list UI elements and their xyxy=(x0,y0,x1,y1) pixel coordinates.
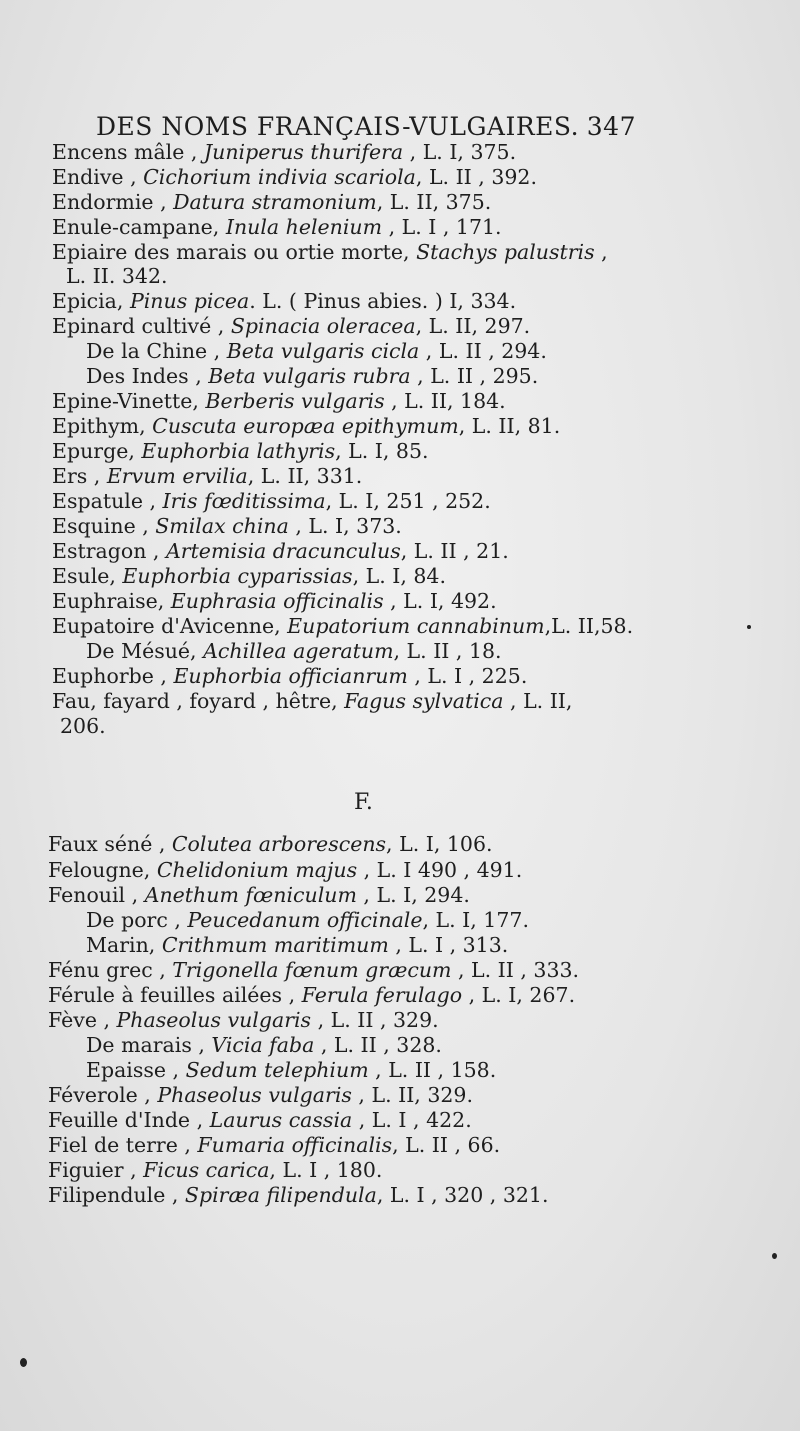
entry-line xyxy=(52,240,608,264)
reference: , L. II , 158. xyxy=(368,1058,497,1082)
reference: , L. I , 225. xyxy=(407,664,528,688)
reference: , L. II , 392. xyxy=(415,165,537,189)
reference: , L. I, 267. xyxy=(462,983,576,1007)
vernacular-name: Endormie , xyxy=(52,190,174,214)
vernacular-name: Enule-campane, xyxy=(52,215,226,239)
header-title: DES NOMS FRANÇAIS-VULGAIRES. xyxy=(96,112,580,141)
scientific-name: Fumaria officinalis xyxy=(197,1133,393,1157)
reference: , L. II, 297. xyxy=(415,314,531,338)
entry-line xyxy=(52,439,429,463)
scientific-name: Phaseolus vulgaris xyxy=(116,1008,312,1032)
scientific-name: Phaseolus vulgaris xyxy=(157,1083,352,1107)
reference: , L. II, 184. xyxy=(384,389,506,413)
scientific-name: Crithmum maritimum xyxy=(161,933,389,957)
entry-line xyxy=(52,489,491,513)
vernacular-name: Estragon , xyxy=(52,539,166,563)
entry-line xyxy=(60,714,106,738)
entry-line xyxy=(86,933,508,957)
reference: , L. I , 422. xyxy=(352,1108,472,1132)
vernacular-name: Esule, xyxy=(52,564,123,588)
entry-line xyxy=(86,1058,496,1082)
scientific-name: Juniperus thurifera xyxy=(203,140,404,164)
entry-line xyxy=(52,614,633,638)
vernacular-name: Epiaire des marais ou ortie morte, xyxy=(52,240,417,264)
vernacular-name: Férule à feuilles ailées , xyxy=(48,983,302,1007)
scientific-name: Beta vulgaris rubra xyxy=(208,364,411,388)
vernacular-name: Feuille d'Inde , xyxy=(48,1108,210,1132)
scientific-name: Colutea arborescens xyxy=(171,832,387,856)
vernacular-name: Faux séné , xyxy=(48,832,172,856)
vernacular-name: De porc , xyxy=(86,908,188,932)
scientific-name: Ervum ervilia xyxy=(106,464,248,488)
vernacular-name: De la Chine , xyxy=(86,339,227,363)
reference: . L. ( Pinus abies. ) I, 334. xyxy=(249,289,517,313)
reference: , L. II, 331. xyxy=(247,464,363,488)
entry-line xyxy=(86,639,502,663)
vernacular-name: Endive , xyxy=(52,165,144,189)
reference: , L. I 490 , 491. xyxy=(357,858,523,882)
scientific-name: Iris fœditissima xyxy=(162,489,326,513)
scientific-name: Achillea ageratum xyxy=(203,639,394,663)
reference: , L. II , 66. xyxy=(392,1133,501,1157)
reference: , L. I, 375. xyxy=(403,140,517,164)
reference: , L. II , 21. xyxy=(400,539,509,563)
scientific-name: Pinus picea xyxy=(129,289,250,313)
vernacular-name: De marais , xyxy=(86,1033,212,1057)
vernacular-name: Epinard cultivé , xyxy=(52,314,231,338)
vernacular-name: Encens mâle , xyxy=(52,140,204,164)
reference: , L. II , 328. xyxy=(314,1033,442,1057)
reference: , L. II, 329. xyxy=(351,1083,473,1107)
entry-line xyxy=(52,165,537,189)
entry-line xyxy=(48,832,493,856)
reference: , L. I, 84. xyxy=(352,564,446,588)
vernacular-name: Féverole , xyxy=(48,1083,158,1107)
scientific-name: Inula helenium xyxy=(225,215,383,239)
reference: , L. II, 81. xyxy=(458,414,561,438)
reference: , L. I , 171. xyxy=(382,215,502,239)
entry-line xyxy=(52,589,497,613)
vernacular-name: Ers , xyxy=(52,464,107,488)
scientific-name: Beta vulgaris cicla xyxy=(226,339,420,363)
scientific-name: Trigonella fœnum græcum xyxy=(172,958,452,982)
running-header xyxy=(96,112,636,141)
reference: , L. I, 251 , 252. xyxy=(325,489,491,513)
vernacular-name: Eupatoire d'Avicenne, xyxy=(52,614,288,638)
entry-line xyxy=(52,689,572,713)
scientific-name: Cuscuta europæa epithymum xyxy=(152,414,459,438)
scientific-name: Spinacia oleracea xyxy=(230,314,416,338)
entry-line xyxy=(66,264,168,288)
scientific-name: Euphorbia lathyris xyxy=(141,439,336,463)
entry-line xyxy=(48,1183,548,1207)
vernacular-name: Epicia, xyxy=(52,289,130,313)
scientific-name: Anethum fœniculum xyxy=(144,883,357,907)
scientific-name: Chelidonium majus xyxy=(156,858,358,882)
vernacular-name: Figuier , xyxy=(48,1158,144,1182)
vernacular-name: Fève , xyxy=(48,1008,117,1032)
entry-line xyxy=(48,1083,473,1107)
section-letter: F. xyxy=(354,790,373,815)
entry-line xyxy=(48,958,579,982)
scientific-name: Berberis vulgaris xyxy=(205,389,385,413)
scientific-name: Laurus cassia xyxy=(209,1108,353,1132)
vernacular-name: Fiel de terre , xyxy=(48,1133,198,1157)
vernacular-name: L. II. 342. xyxy=(66,264,168,288)
scientific-name: Artemisia dracunculus xyxy=(165,539,401,563)
page-number: 347 xyxy=(586,112,636,141)
ink-speck xyxy=(747,625,751,629)
entry-line xyxy=(48,1158,382,1182)
reference: , L. II , 294. xyxy=(419,339,547,363)
vernacular-name: De Mésué, xyxy=(86,639,204,663)
entry-line xyxy=(86,1033,442,1057)
reference: , xyxy=(594,240,608,264)
vernacular-name: Euphorbe , xyxy=(52,664,174,688)
scientific-name: Eupatorium cannabinum xyxy=(287,614,545,638)
vernacular-name: Fau, fayard , foyard , hêtre, xyxy=(52,689,345,713)
scientific-name: Euphorbia officianrum xyxy=(173,664,408,688)
entry-line xyxy=(48,1133,500,1157)
scientific-name: Cichorium indivia scariola xyxy=(143,165,416,189)
ink-speck xyxy=(20,1358,27,1367)
entry-line xyxy=(52,289,516,313)
vernacular-name: Epine-Vinette, xyxy=(52,389,206,413)
entry-line xyxy=(86,908,529,932)
entry-line xyxy=(86,339,547,363)
vernacular-name: Espatule , xyxy=(52,489,163,513)
entry-line xyxy=(52,539,509,563)
reference: , L. I , 320 , 321. xyxy=(376,1183,549,1207)
entry-line xyxy=(52,190,491,214)
vernacular-name: Felougne, xyxy=(48,858,157,882)
scientific-name: Stachys palustris xyxy=(416,240,595,264)
reference: , L. I, 492. xyxy=(383,589,497,613)
vernacular-name: Euphraise, xyxy=(52,589,171,613)
entry-line xyxy=(52,564,446,588)
vernacular-name: Fénu grec , xyxy=(48,958,173,982)
entry-line xyxy=(52,464,362,488)
reference: , L. I , 180. xyxy=(269,1158,383,1182)
scientific-name: Smilax china xyxy=(155,514,289,538)
reference: , L. I , 313. xyxy=(388,933,509,957)
reference: , L. I, 177. xyxy=(422,908,529,932)
scientific-name: Vicia faba xyxy=(211,1033,315,1057)
scientific-name: Fagus sylvatica xyxy=(344,689,504,713)
entry-line xyxy=(52,314,530,338)
scientific-name: Ferula ferulago xyxy=(301,983,463,1007)
reference: , L. I, 294. xyxy=(356,883,470,907)
scientific-name: Peucedanum officinale xyxy=(187,908,423,932)
entry-line xyxy=(48,1108,472,1132)
reference: , L. II , 333. xyxy=(451,958,580,982)
entry-line xyxy=(86,364,538,388)
vernacular-name: Epithym, xyxy=(52,414,153,438)
entry-line xyxy=(48,983,575,1007)
vernacular-name: Fenouil , xyxy=(48,883,145,907)
vernacular-name: Marin, xyxy=(86,933,162,957)
scientific-name: Datura stramonium xyxy=(173,190,377,214)
vernacular-name: Epaisse , xyxy=(86,1058,186,1082)
vernacular-name: Esquine , xyxy=(52,514,156,538)
entry-line xyxy=(52,414,560,438)
reference: ,L. II,58. xyxy=(544,614,634,638)
vernacular-name: 206. xyxy=(60,714,106,738)
entry-line xyxy=(52,664,527,688)
scientific-name: Euphrasia officinalis xyxy=(170,589,384,613)
scientific-name: Ficus carica xyxy=(143,1158,270,1182)
reference: , L. II, xyxy=(503,689,573,713)
entry-line xyxy=(48,1008,439,1032)
entry-line xyxy=(52,215,502,239)
entry-line xyxy=(52,514,402,538)
vernacular-name: Filipendule , xyxy=(48,1183,185,1207)
reference: , L. II , 295. xyxy=(410,364,539,388)
ink-speck xyxy=(772,1253,777,1259)
reference: , L. II , 18. xyxy=(393,639,502,663)
entry-line xyxy=(52,140,516,164)
entry-line xyxy=(48,883,470,907)
reference: , L. II , 329. xyxy=(311,1008,439,1032)
reference: , L. I, 373. xyxy=(288,514,402,538)
scientific-name: Sedum telephium xyxy=(185,1058,369,1082)
scientific-name: Spiræa filipendula xyxy=(184,1183,377,1207)
reference: , L. I, 106. xyxy=(386,832,493,856)
vernacular-name: Epurge, xyxy=(52,439,142,463)
reference: , L. II, 375. xyxy=(376,190,492,214)
entry-line xyxy=(48,858,522,882)
scientific-name: Euphorbia cyparissias xyxy=(122,564,353,588)
reference: , L. I, 85. xyxy=(335,439,429,463)
entry-line xyxy=(52,389,506,413)
vernacular-name: Des Indes , xyxy=(86,364,209,388)
